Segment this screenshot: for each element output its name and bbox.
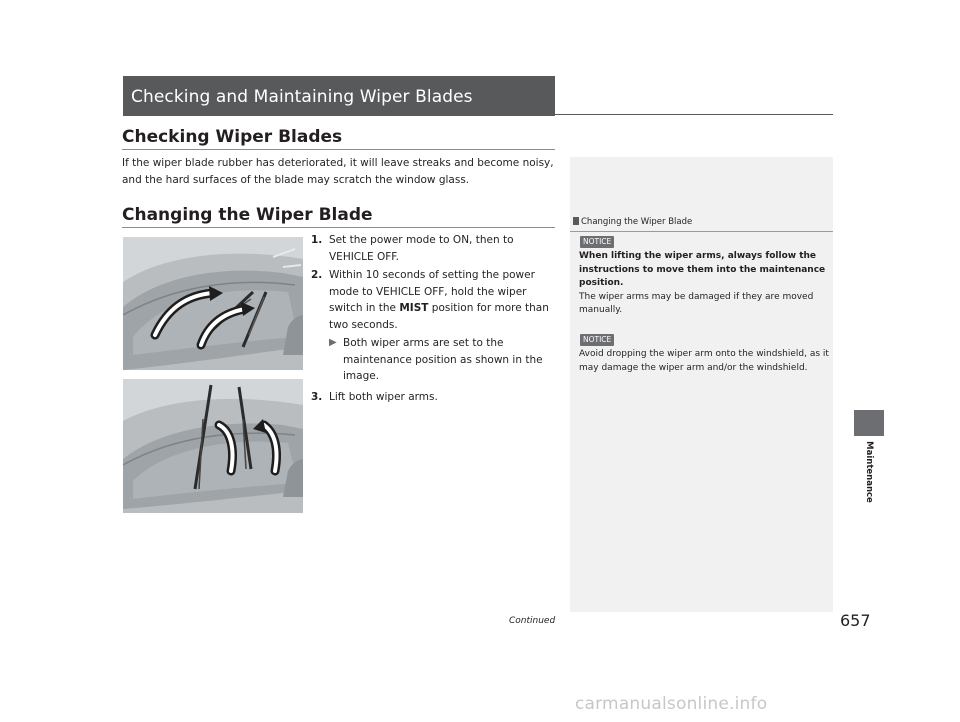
- notice-1-bold: When lifting the wiper arms, always follow the instructions to move them into the maintenance position.: [579, 251, 826, 288]
- chapter-tab-label: [860, 437, 878, 507]
- reference-icon: [573, 217, 579, 225]
- heading-changing-wiper-blade: Changing the Wiper Blade: [122, 205, 373, 225]
- section-title-banner: [123, 76, 555, 116]
- mist-keyword: MIST: [399, 302, 429, 314]
- step-number: 1.: [311, 234, 323, 246]
- notice-1-text: The wiper arms may be damaged if they are moved manually.: [579, 291, 814, 315]
- procedure-steps: [311, 232, 557, 407]
- step-2-result: [311, 335, 557, 385]
- notice-badge: NOTICE: [580, 236, 614, 248]
- step-2: [311, 267, 557, 333]
- sidebar-reference-heading: [570, 217, 833, 232]
- notice-badge: NOTICE: [580, 334, 614, 346]
- step-text: position for more than two seconds.: [329, 302, 549, 331]
- step-text: Within 10 seconds of setting the power mode to VEHICLE OFF, hold the wiper switch in the: [329, 269, 535, 314]
- wiper-arms-lifted-illustration: [123, 379, 303, 513]
- intro-paragraph: If the wiper blade rubber has deteriorated, it will leave streaks and become noisy, and the hard surfaces of the blade may scratch the window glass.: [122, 157, 554, 186]
- heading-divider: [122, 149, 555, 150]
- result-text: Both wiper arms are set to the maintenance position as shown in the image.: [343, 337, 543, 382]
- notice-1: [579, 250, 829, 318]
- page-number: 657: [840, 611, 871, 630]
- step-text: Set the power mode to ON, then to VEHICLE OFF.: [329, 234, 514, 263]
- notice-2-text: Avoid dropping the wiper arm onto the windshield, as it may damage the wiper arm and/or the windshield.: [579, 349, 829, 373]
- heading-divider: [122, 227, 555, 228]
- notice-2: [579, 348, 829, 375]
- step-3: [311, 389, 557, 406]
- sidebar-notes: [570, 157, 833, 612]
- continued-label: Continued: [509, 616, 556, 626]
- step-number: 2.: [311, 269, 323, 281]
- step-1: [311, 232, 557, 265]
- sidebar-reference-title: Changing the Wiper Blade: [581, 217, 693, 227]
- chapter-tab: [854, 410, 884, 436]
- watermark: carmanualsonline.info: [575, 694, 768, 714]
- chapter-label: Maintenance: [864, 441, 874, 503]
- step-number: 3.: [311, 390, 323, 403]
- title-divider: [555, 114, 833, 115]
- wiper-maintenance-position-illustration: [123, 237, 303, 370]
- page-title: Checking and Maintaining Wiper Blades: [131, 87, 473, 107]
- heading-checking-wiper-blades: Checking Wiper Blades: [122, 127, 343, 147]
- step-text: Lift both wiper arms.: [329, 390, 438, 403]
- result-arrow-icon: ▶: [329, 337, 337, 348]
